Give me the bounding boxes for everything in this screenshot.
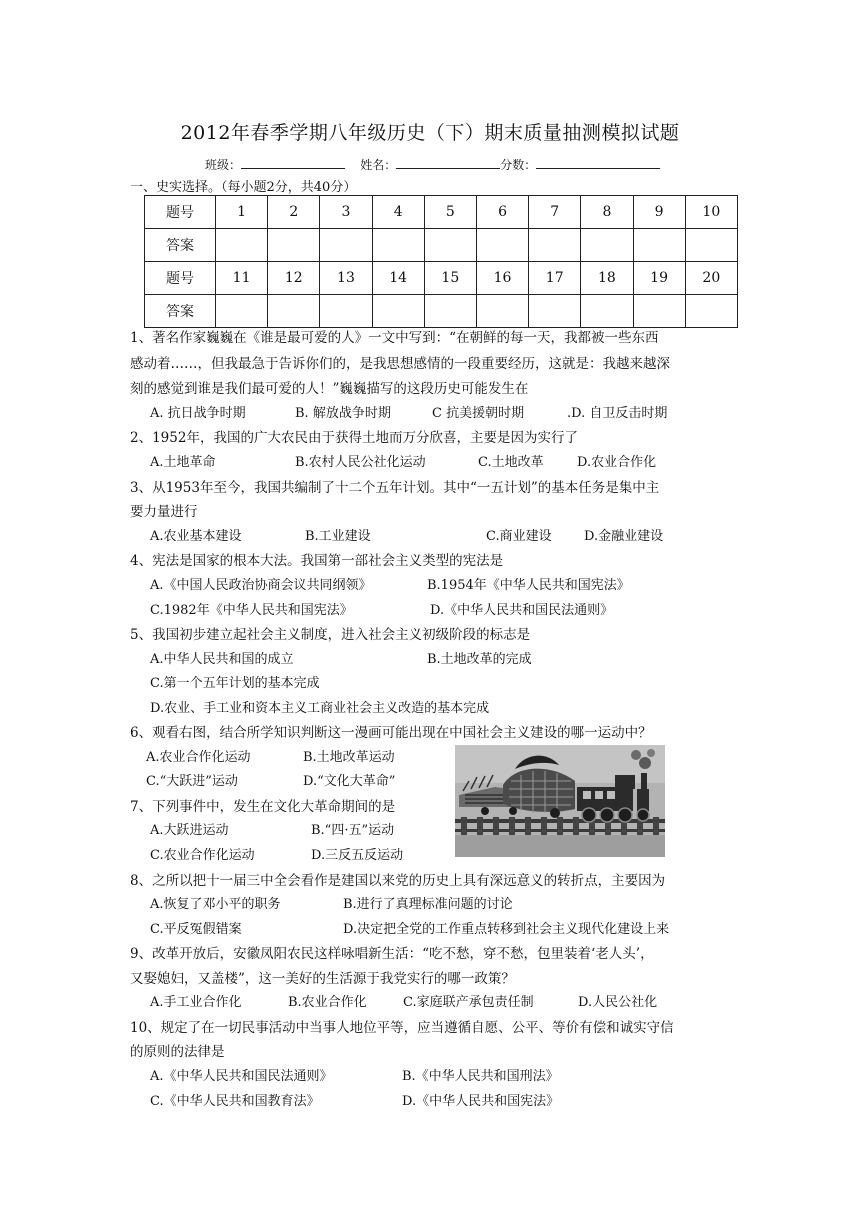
question-6-option-c[interactable]: C.“大跃进”运动 (146, 774, 238, 789)
question-number: 11 (216, 262, 268, 295)
question-number: 17 (529, 262, 581, 295)
question-7-text: 7、下列事件中，发生在文化大革命期间的是 (130, 799, 396, 815)
question-3-option-a[interactable]: A.农业基本建设 (150, 529, 242, 544)
answer-cell[interactable] (633, 295, 685, 328)
question-5-option-c[interactable]: C.第一个五年计划的基本完成 (150, 676, 320, 691)
question-9-text: 又娶媳妇，又盖楼”，这一美好的生活源于我党实行的哪一政策？ (130, 971, 515, 987)
question-number: 4 (372, 196, 424, 229)
name-label: 姓名： (360, 158, 397, 172)
question-10-option-d[interactable]: D.《中华人民共和国宪法》 (402, 1094, 560, 1109)
question-number: 9 (633, 196, 685, 229)
question-4-option-a[interactable]: A.《中国人民政治协商会议共同纲领》 (150, 578, 372, 593)
question-7-option-a[interactable]: A.大跃进运动 (150, 823, 229, 838)
answer-cell[interactable] (685, 295, 737, 328)
question-5-option-d[interactable]: D.农业、手工业和资本主义工商业社会主义改造的基本完成 (150, 701, 490, 716)
question-5-text: 5、我国初步建立起社会主义制度，进入社会主义初级阶段的标志是 (130, 627, 531, 643)
question-10-option-a[interactable]: A.《中华人民共和国民法通则》 (150, 1069, 333, 1084)
answer-cell[interactable] (633, 229, 685, 262)
question-6-option-b[interactable]: B.土地改革运动 (303, 750, 395, 765)
question-1-option-c[interactable]: C 抗美援朝时期 (432, 406, 525, 421)
question-2-option-d[interactable]: D.农业合作化 (577, 455, 657, 470)
question-3-option-c[interactable]: C.商业建设 (486, 529, 552, 544)
question-1-text: 刻的感觉到谁是我们最可爱的人！”巍巍描写的这段历史可能发生在 (130, 381, 529, 397)
answer-cell[interactable] (476, 229, 528, 262)
answer-cell[interactable] (372, 295, 424, 328)
row-header: 题号 (145, 262, 216, 295)
question-10-text: 10、规定了在一切民事活动中当事人地位平等，应当遵循自愿、公平、等价有偿和诚实守信 (130, 1020, 674, 1036)
answer-row (145, 229, 738, 262)
question-5-option-b[interactable]: B.土地改革的完成 (427, 652, 532, 667)
question-4-option-c[interactable]: C.1982年《中华人民共和国宪法》 (150, 603, 353, 618)
question-2-option-b[interactable]: B.农村人民公社化运动 (295, 455, 426, 470)
question-number: 13 (320, 262, 372, 295)
answer-cell[interactable] (529, 295, 581, 328)
answer-cell[interactable] (268, 229, 320, 262)
question-10-option-b[interactable]: B.《中华人民共和国刑法》 (402, 1069, 559, 1084)
question-1-text: 感动着……，但我最急于告诉你们的，是我思想感情的一段重要经历，这就是：我越来越深 (130, 356, 670, 372)
question-number: 2 (268, 196, 320, 229)
question-1-option-b[interactable]: B. 解放战争时期 (295, 406, 391, 421)
question-6-text: 6、观看右图，结合所学知识判断这一漫画可能出现在中国社会主义建设的哪一运动中？ (130, 725, 652, 741)
question-9-option-c[interactable]: C.家庭联产承包责任制 (403, 995, 534, 1010)
question-6-option-d[interactable]: D.“文化大革命” (303, 774, 396, 789)
question-2-option-a[interactable]: A.土地革命 (150, 455, 216, 470)
class-blank[interactable] (241, 156, 345, 169)
question-1-text: 1、著名作家巍巍在《谁是最可爱的人》一文中写到：“在朝鲜的每一天，我都被一些东西 (130, 330, 659, 346)
question-number: 20 (685, 262, 737, 295)
question-2-text: 2、1952年，我国的广大农民由于获得土地而万分欣喜，主要是因为实行了 (130, 430, 578, 446)
question-9-option-b[interactable]: B.农业合作化 (288, 995, 367, 1010)
question-1-option-a[interactable]: A. 抗日战争时期 (150, 406, 246, 421)
answer-cell[interactable] (685, 229, 737, 262)
question-3-option-d[interactable]: D.金融业建设 (584, 529, 664, 544)
question-number: 8 (581, 196, 633, 229)
question-10-option-c[interactable]: C.《中华人民共和国教育法》 (150, 1094, 320, 1109)
class-label: 班级： (205, 158, 242, 172)
answer-cell[interactable] (424, 229, 476, 262)
question-number: 19 (633, 262, 685, 295)
question-8-option-a[interactable]: A.恢复了邓小平的职务 (150, 897, 281, 912)
answer-cell[interactable] (581, 295, 633, 328)
question-8-option-b[interactable]: B.进行了真理标准问题的讨论 (343, 897, 513, 912)
row-header: 答案 (145, 295, 216, 328)
answer-cell[interactable] (216, 295, 268, 328)
question-8-option-c[interactable]: C.平反冤假错案 (150, 922, 242, 937)
question-4-option-b[interactable]: B.1954年《中华人民共和国宪法》 (427, 578, 630, 593)
question-1-option-d[interactable]: .D. 自卫反击时期 (567, 406, 668, 421)
question-6-option-a[interactable]: A.农业合作化运动 (146, 750, 251, 765)
question-3-text: 3、从1953年至今，我国共编制了十二个五年计划。其中“一五计划”的基本任务是集中主 (130, 480, 660, 496)
question-4-option-d[interactable]: D.《中华人民共和国民法通则》 (430, 603, 614, 618)
answer-cell[interactable] (529, 229, 581, 262)
row-header: 答案 (145, 229, 216, 262)
answer-cell[interactable] (320, 295, 372, 328)
question-3-text: 要力量进行 (130, 504, 198, 520)
question-8-text: 8、之所以把十一届三中全会看作是建国以来党的历史上具有深远意义的转折点，主要因为 (130, 873, 666, 889)
question-number: 7 (529, 196, 581, 229)
cartoon-train-image (455, 745, 665, 857)
question-number: 1 (216, 196, 268, 229)
answer-cell[interactable] (216, 229, 268, 262)
question-number: 15 (424, 262, 476, 295)
answer-cell[interactable] (424, 295, 476, 328)
question-9-option-a[interactable]: A.手工业合作化 (150, 995, 242, 1010)
question-number: 14 (372, 262, 424, 295)
question-7-option-b[interactable]: B.“四·五”运动 (311, 823, 395, 838)
section-heading: 一、史实选择。（每小题2分，共40分） (130, 180, 357, 195)
question-7-option-c[interactable]: C.农业合作化运动 (150, 848, 255, 863)
question-8-option-d[interactable]: D.决定把全党的工作重点转移到社会主义现代化建设上来 (343, 922, 670, 937)
question-number-row (145, 196, 738, 229)
page-title: 2012年春季学期八年级历史（下）期末质量抽测模拟试题 (180, 122, 680, 144)
score-blank[interactable] (536, 156, 660, 169)
student-info-line (205, 156, 660, 173)
answer-cell[interactable] (476, 295, 528, 328)
question-3-option-b[interactable]: B.工业建设 (305, 529, 371, 544)
answer-cell[interactable] (320, 229, 372, 262)
answer-cell[interactable] (581, 229, 633, 262)
question-number: 12 (268, 262, 320, 295)
answer-row (145, 295, 738, 328)
question-number: 5 (424, 196, 476, 229)
question-10-text: 的原则的法律是 (130, 1044, 225, 1060)
question-5-option-a[interactable]: A.中华人民共和国的成立 (150, 652, 294, 667)
answer-table (144, 195, 738, 328)
question-9-text: 9、改革开放后，安徽凤阳农民这样咏唱新生活：“吃不愁，穿不愁，包里装着‘老人头’， (130, 946, 654, 962)
question-7-option-d[interactable]: D.三反五反运动 (311, 848, 404, 863)
question-number: 3 (320, 196, 372, 229)
question-number: 16 (476, 262, 528, 295)
row-header: 题号 (145, 196, 216, 229)
answer-cell[interactable] (372, 229, 424, 262)
name-blank[interactable] (396, 156, 500, 169)
question-9-option-d[interactable]: D.人民公社化 (578, 995, 658, 1010)
question-number: 10 (685, 196, 737, 229)
cartoon-train-drawing (455, 745, 665, 857)
answer-cell[interactable] (268, 295, 320, 328)
question-number: 6 (476, 196, 528, 229)
question-number-row (145, 262, 738, 295)
question-2-option-c[interactable]: C.土地改革 (478, 455, 544, 470)
score-label: 分数： (500, 158, 537, 172)
question-number: 18 (581, 262, 633, 295)
question-4-text: 4、宪法是国家的根本大法。我国第一部社会主义类型的宪法是 (130, 553, 504, 569)
